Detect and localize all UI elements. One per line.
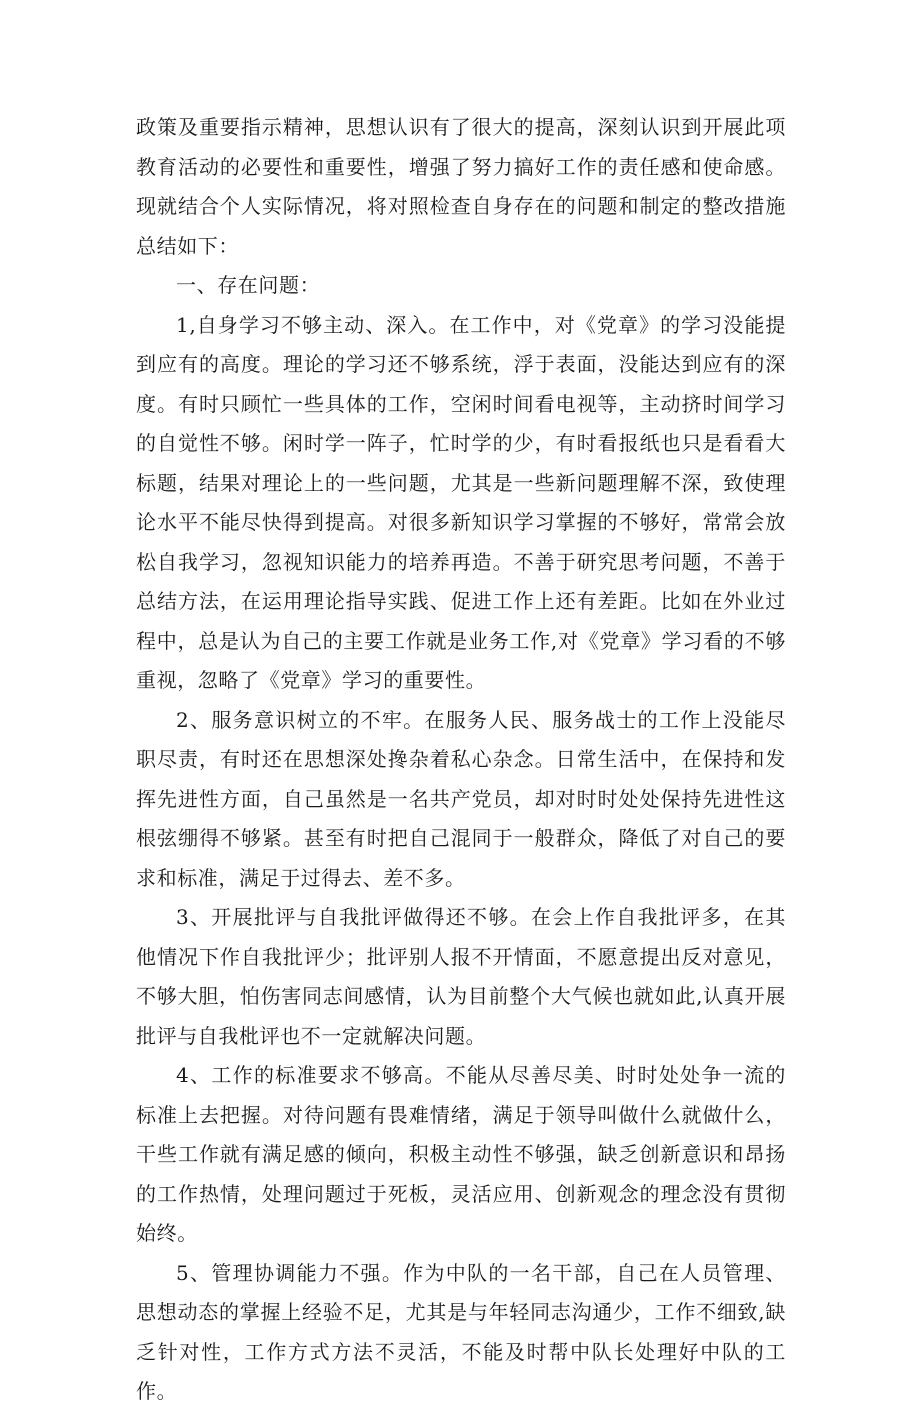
paragraph-problem-4: 4、工作的标准要求不够高。不能从尽善尽美、时时处处争一流的标准上去把握。对待问题有畏难情绪，满足于领导叫做什么就做什么，干些工作就有满足感的倾向，积极主动性不够强，缺乏创新意识和昂扬的工作热情，处理问题过于死板，灵活应用、创新观念的理念没有贯彻始终。 [136,1063,786,1245]
section-heading-problems: 一、存在问题： [176,273,321,297]
document-body [136,108,786,1412]
paragraph-problem-1: 1,自身学习不够主动、深入。在工作中，对《党章》的学习没能提到应有的高度。理论的学习还不够系统，浮于表面，没能达到应有的深度。有时只顾忙一些具体的工作，空闲时间看电视等，主动挤时间学习的自觉性不够。闲时学一阵子，忙时学的少，有时看报纸也只是看看大标题，结果对理论上的一些问题，尤其是一些新问题理解不深，致使理论水平不能尽快得到提高。对很多新知识学习掌握的不够好，常常会放松自我学习，忽视知识能力的培养再造。不善于研究思考问题，不善于总结方法，在运用理论指导实践、促进工作上还有差距。比如在外业过程中，总是认为自己的主要工作就是业务工作,对《党章》学习看的不够重视，忽略了《党章》学习的重要性。 [136,312,786,692]
paragraph-problem-5: 5、管理协调能力不强。作为中队的一名干部，自己在人员管理、思想动态的掌握上经验不足，尤其是与年轻同志沟通少，工作不细致,缺乏针对性，工作方式方法不灵活，不能及时帮中队长处理好中队的工作。 [136,1260,786,1403]
paragraph-intro-continuation: 政策及重要指示精神，思想认识有了很大的提高，深刻认识到开展此项教育活动的必要性和重要性，增强了努力搞好工作的责任感和使命感。现就结合个人实际情况，将对照检查自身存在的问题和制定的整改措施总结如下： [136,115,786,258]
paragraph-problem-3: 3、开展批评与自我批评做得还不够。在会上作自我批评多，在其他情况下作自我批评少；批评别人报不开情面，不愿意提出反对意见，不够大胆，怕伤害同志间感情，认为目前整个大气候也就如此,认真开展批评与自我枇评也不一定就解决问题。 [136,905,786,1048]
paragraph-problem-2: 2、服务意识树立的不牢。在服务人民、服务战士的工作上没能尽职尽责，有时还在思想深处搀杂着私心杂念。日常生活中，在保持和发挥先进性方面，自己虽然是一名共产党员，却对时时处处保持先进性这根弦绷得不够紧。甚至有时把自己混同于一般群众，降低了对自己的要求和标准，满足于过得去、差不多。 [136,707,786,890]
